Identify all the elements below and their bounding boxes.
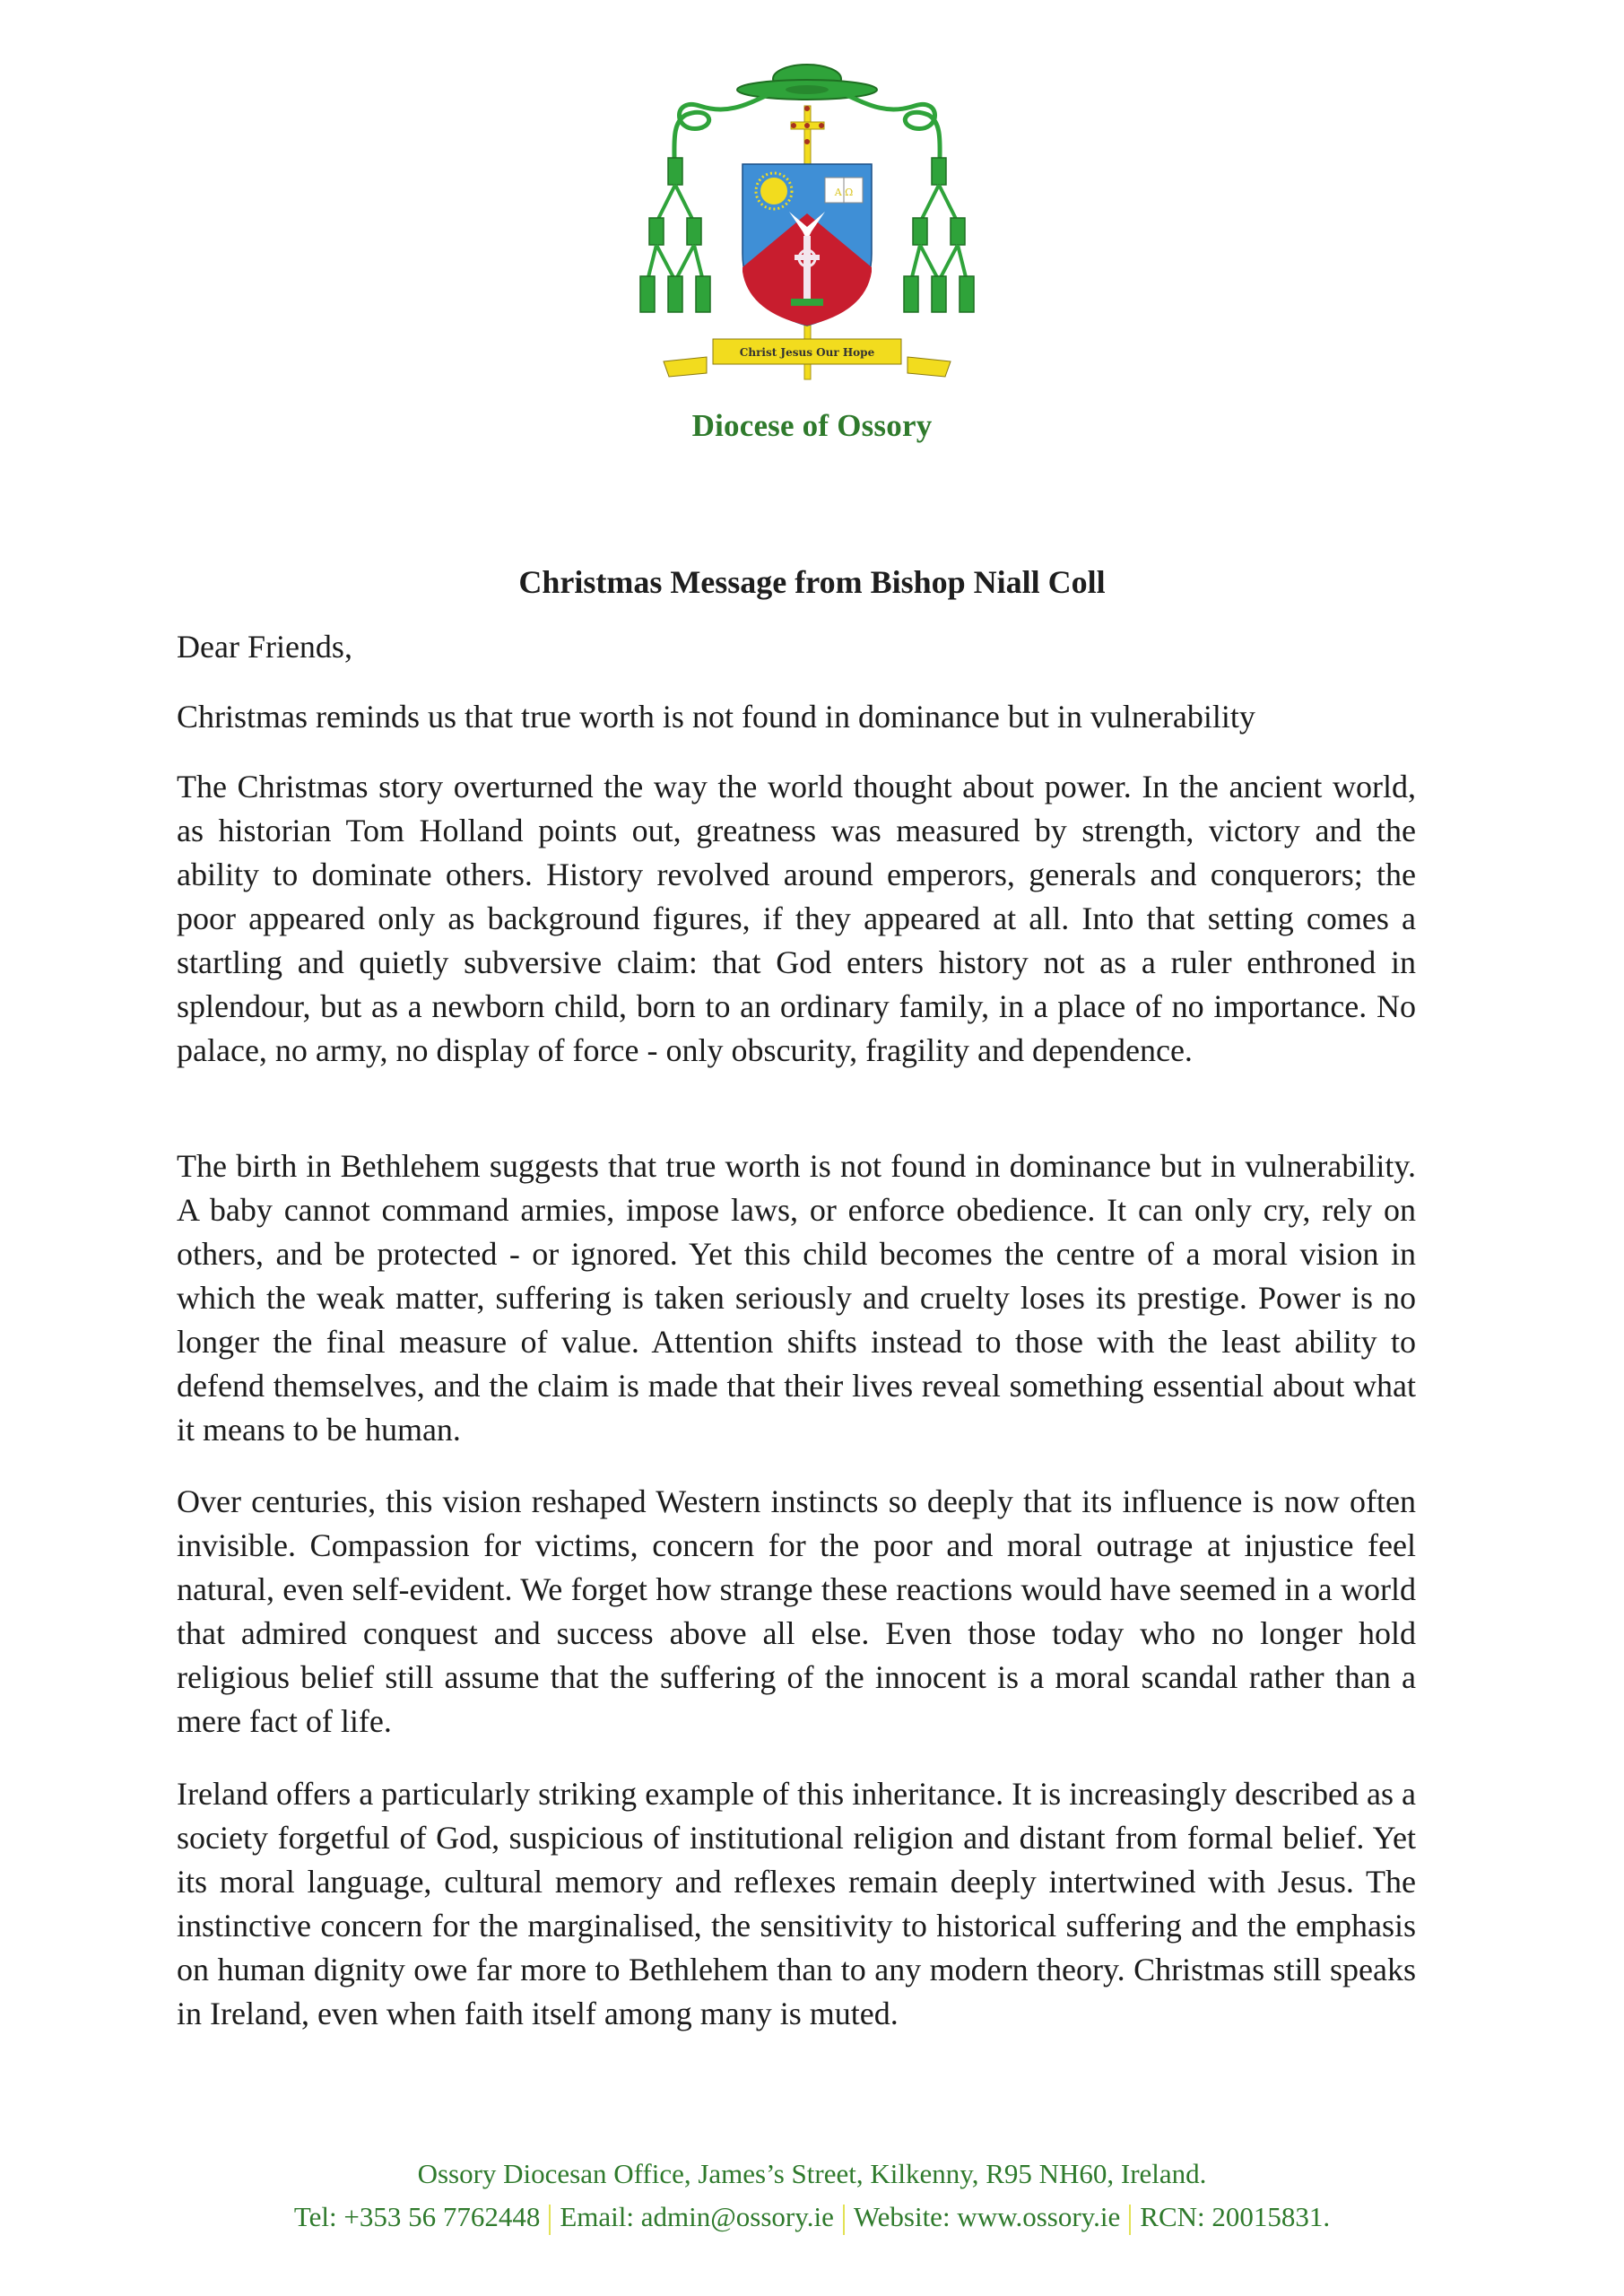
footer-address: Ossory Diocesan Office, James’s Street, Kilkenny, R95 NH60, Ireland. [417, 2158, 1207, 2189]
tassels-left-icon [640, 158, 710, 312]
footer-tel: Tel: +353 56 7762448 [293, 2201, 541, 2232]
paragraph-1: The Christmas story overturned the way the world thought about power. In the ancient world, as historian Tom Holland points out, greatness was measured by strength, victory and the ability to dominate others. History revolved around emperors, generals and conquerors; the poor appeared only as background figures, if they appeared at all. Into that setting comes a startling and quietly subversive claim: that God enters history not as a ruler enthroned in splendour, but as a newborn child, born to an ordinary family, in a place of no importance. No palace, no army, no display of force - only obscurity, fragility and dependence. [177, 769, 1416, 1068]
letter-title: Christmas Message from Bishop Niall Coll [518, 564, 1106, 600]
tassels-right-icon [904, 158, 974, 312]
coat-of-arms [637, 52, 977, 397]
divider [1129, 2205, 1131, 2235]
book-alpha-omega-icon [825, 178, 863, 203]
organization-name: Diocese of Ossory [691, 408, 933, 443]
paragraph-2: The birth in Bethlehem suggests that true worth is not found in dominance but in vulnerability. A baby cannot command armies, impose laws, or enforce obedience. It can only cry, rely on others, and be protected - or ignored. Yet this child becomes the centre of a moral vision in which the weak matter, suffering is taken seriously and cruelty loses its prestige. Power is no longer the final measure of value. Attention shifts instead to those with the least ability to defend themselves, and the claim is made that their lives reveal something essential about what it means to be human. [177, 1148, 1416, 1448]
galero-hat-icon [737, 65, 877, 100]
shield-icon [743, 164, 872, 326]
svg-text:Α Ω: Α Ω [834, 187, 854, 198]
footer-email-link[interactable]: Email: admin@ossory.ie [560, 2201, 834, 2232]
motto-text: Christ Jesus Our Hope [739, 346, 875, 359]
letter-subtitle: Christmas reminds us that true worth is not found in dominance but in vulnerability [177, 699, 1255, 735]
salutation: Dear Friends, [177, 629, 352, 665]
footer-contacts [0, 2201, 1624, 2235]
divider [843, 2205, 845, 2235]
footer-website-link[interactable]: Website: www.ossory.ie [853, 2201, 1121, 2232]
footer-rcn: RCN: 20015831. [1140, 2201, 1331, 2232]
paragraph-4: Ireland offers a particularly striking example of this inheritance. It is increasingly described as a society forgetful of God, suspicious of institutional religion and distant from formal belief. Yet its moral language, cultural memory and reflexes remain deeply intertwined with Jesus. The instinctive concern for the marginalised, the sensitivity to historical suffering and the emphasis on human dignity owe far more to Bethlehem than to any modern theory. Christmas still speaks in Ireland, even when faith itself among many is muted. [177, 1776, 1416, 2031]
divider [549, 2205, 551, 2235]
paragraph-3: Over centuries, this vision reshaped Western instincts so deeply that its influence is now often invisible. Compassion for victims, concern for the poor and moral outrage at injustice feel natural, even self-evident. We forget how strange these reactions would have seemed in a world that admired conquest and success above all else. Even those today who no longer hold religious belief still assume that the suffering of the innocent is a moral scandal rather than a mere fact of life. [177, 1483, 1416, 1739]
